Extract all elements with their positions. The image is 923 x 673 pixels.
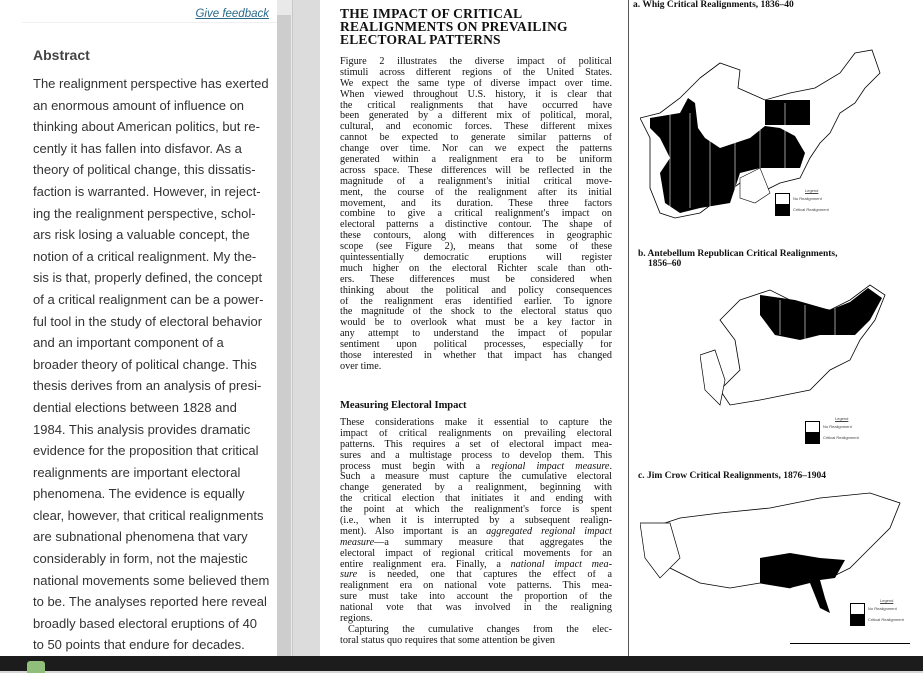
text-run: When viewed throughout U.S. history, it is clear that	[340, 89, 612, 100]
abstract-line: realignments are important electoral	[33, 464, 241, 480]
figure-c-title: c. Jim Crow Critical Realignments, 1876–1904	[638, 471, 826, 481]
scrollbar-thumb[interactable]	[277, 15, 291, 656]
text-run: combine to give a critical realignment's impact on	[340, 209, 612, 220]
text-run: quintessentially democratic eruptions will register	[340, 253, 612, 264]
text-line	[340, 286, 612, 297]
text-line	[340, 516, 612, 527]
text-run: .	[609, 461, 612, 472]
text-line	[340, 462, 612, 473]
text-line	[340, 166, 612, 177]
text-run: been generated by a different mix of political, moral,	[340, 111, 612, 122]
abstract-line: evidence for the proposition that critical	[33, 443, 259, 459]
text-line	[340, 329, 612, 340]
text-run: entire realignment era. Finally, a	[340, 559, 511, 570]
text-line	[340, 549, 612, 560]
abstract-line: broadly based electoral eruptions of 40	[33, 615, 258, 631]
text-line	[340, 538, 612, 549]
text-run: much higher on the electoral Richter scale than oth-	[340, 263, 612, 274]
app-icon[interactable]	[27, 661, 45, 673]
text-run: stimuli across different regions of the United States.	[340, 67, 612, 78]
text-run: impact of critical realignments on prevailing electoral	[340, 428, 612, 439]
text-run: ment). Also important is an	[340, 526, 487, 537]
title-line: THE IMPACT OF CRITICAL	[340, 6, 523, 21]
italic-term: measure	[340, 537, 375, 548]
text-line	[340, 111, 612, 122]
text-line	[340, 79, 612, 90]
legend-title: Legend	[805, 188, 819, 193]
text-run: process must begin with a	[340, 461, 492, 472]
abstract-line: broader theory of political change. This	[33, 356, 257, 372]
text-line	[340, 418, 612, 429]
critical-realignment-swatch	[805, 432, 820, 444]
title-line: REALIGNMENTS ON PREVAILING	[340, 19, 568, 34]
abstract-line: faction is warranted. However, in reject-	[33, 183, 261, 199]
text-run: movement, and its duration. These three factors	[340, 198, 612, 209]
text-line	[340, 440, 612, 451]
text-line	[340, 429, 612, 440]
text-line	[340, 494, 612, 505]
text-line	[340, 340, 612, 351]
text-line	[340, 57, 612, 68]
text-line	[340, 177, 612, 188]
text-run: realignment era on national vote patterns. This mea-	[340, 581, 612, 592]
legend-label: Critical Realignment	[823, 435, 859, 440]
text-line	[340, 603, 612, 614]
text-line	[340, 297, 612, 308]
text-run: Such a measure must capture the cumulative electoral	[340, 472, 612, 483]
italic-term: aggregated regional impact	[486, 526, 612, 537]
abstract-line: The realignment perspective has exerted	[33, 76, 269, 91]
abstract-text	[33, 73, 273, 656]
text-run: sure must take into account the proportion of the	[340, 592, 612, 603]
text-line	[340, 614, 612, 625]
text-line	[340, 625, 612, 636]
text-line	[340, 451, 612, 462]
abstract-line: of a critical realignment can be a power-	[33, 291, 264, 307]
text-run: of the realignment eras identified earlier. To ignore	[340, 296, 612, 307]
figure-b-title-line: b. Antebellum Republican Critical Realignments,	[638, 249, 838, 259]
article-title	[340, 7, 568, 46]
italic-term: sure	[340, 570, 358, 581]
text-line	[340, 581, 612, 592]
text-line	[340, 483, 612, 494]
text-run: cannot be expected to generate similar patterns of	[340, 133, 612, 144]
document-page	[320, 0, 923, 656]
text-run: Figure 2 illustrates the diverse impact of political	[340, 57, 612, 67]
text-line	[340, 560, 612, 571]
column-divider	[628, 0, 629, 656]
section-heading: Measuring Electoral Impact	[340, 400, 467, 411]
text-run: the point at which the realignment's force is spent	[340, 505, 612, 516]
abstract-line: phenomena. The evidence is equally	[33, 486, 245, 502]
text-run: is needed, one that captures the effect of a	[357, 570, 612, 581]
text-line	[340, 527, 612, 538]
text-line	[340, 570, 612, 581]
text-line	[340, 209, 612, 220]
abstract-line: notion of a critical realignment. My the-	[33, 248, 257, 264]
text-run: ment, the course of the realignment after its initial	[340, 187, 612, 198]
text-run: these contours, along with differences in geographic	[340, 231, 612, 242]
text-line	[340, 101, 612, 112]
abstract-line: clear, however, that critical realignments	[33, 507, 264, 523]
text-run: any attempt to understand the impact of popular	[340, 329, 612, 340]
text-run: the magnitude of the shock to the electoral status quo	[340, 307, 612, 318]
abstract-line: to 50 points that endure for decades.	[33, 637, 245, 653]
abstract-line: dential elections between 1828 and	[33, 399, 237, 415]
legend-label: No Realignment	[868, 606, 897, 611]
text-line	[340, 253, 612, 264]
text-line	[340, 636, 612, 647]
text-line	[340, 351, 612, 362]
italic-term: regional impact measure	[491, 461, 610, 472]
text-run: sures and a multistage process to develop them. This	[340, 450, 612, 461]
abstract-line: ars risk losing a valuable concept, the	[33, 227, 250, 243]
text-line	[340, 133, 612, 144]
abstract-line: ful tool in the study of electoral behavior	[33, 313, 263, 329]
text-run: sentiment upon political processes, especially for	[340, 340, 612, 351]
text-run: toral status quo requires that some attention be given	[340, 635, 556, 646]
text-run: change generated by a realignment, beginning with	[340, 483, 612, 494]
paragraph-2	[340, 418, 612, 647]
abstract-line: sis is that, properly defined, the concept	[33, 270, 263, 286]
abstract-line: 1984. This analysis provides dramatic	[33, 421, 251, 437]
text-line	[340, 155, 612, 166]
abstract-line: an enormous amount of influence on	[33, 97, 245, 113]
text-run: ers. These differences must be considered when	[340, 274, 612, 285]
legend-label: Critical Realignment	[793, 207, 829, 212]
critical-realignment-swatch	[775, 204, 790, 216]
abstract-line: thesis derives from an analysis of presi-	[33, 378, 262, 394]
text-line	[340, 275, 612, 286]
legend-label: Critical Realignment	[868, 617, 904, 622]
abstract-line: and an important component of a	[33, 335, 224, 351]
text-run: across space. These differences will be reflected in the	[340, 165, 612, 176]
text-run: national vote that was involved in the realigning	[340, 603, 612, 614]
legend-title: Legend	[835, 416, 849, 421]
text-line	[340, 505, 612, 516]
text-line	[340, 318, 612, 329]
viewer-gutter	[292, 0, 321, 656]
legend-label: No Realignment	[793, 196, 822, 201]
abstract-line: to be. The analyses reported here reveal	[33, 594, 267, 610]
text-run: over time.	[340, 361, 382, 372]
text-line	[340, 362, 612, 373]
text-line	[340, 231, 612, 242]
text-run: electoral impact of regional critical movements for an	[340, 548, 612, 559]
figure-rule	[790, 643, 910, 644]
figure-a-title: a. Whig Critical Realignments, 1836–40	[633, 0, 794, 10]
text-run: patterns. This requires a set of electoral impact mea-	[340, 439, 612, 450]
abstract-line: cently it has fallen into disfavor. As a	[33, 140, 242, 156]
text-line	[340, 199, 612, 210]
abstract-line: thinking about American politics, but re-	[33, 119, 260, 135]
abstract-line: ing the realignment perspective, schol-	[33, 205, 256, 221]
critical-realignment-swatch	[850, 614, 865, 626]
text-run: the critical realignments that have occurred have	[340, 100, 612, 111]
text-run: regions.	[340, 614, 373, 625]
text-run: cultural, and economic forces. These different mixes	[340, 122, 612, 133]
give-feedback-link[interactable]: Give feedback	[195, 8, 269, 20]
text-line	[340, 90, 612, 101]
text-line	[340, 144, 612, 155]
figure-b-title-line: 1856–60	[648, 259, 682, 269]
abstract-panel	[0, 0, 277, 656]
text-run: change over time. Nor can we expect the patterns	[340, 144, 612, 155]
legend-label: No Realignment	[823, 424, 852, 429]
abstract-line: national movements some believed them	[33, 572, 270, 588]
text-line	[340, 188, 612, 199]
text-run: (i.e., when it is interrupted by a subsequent realign-	[340, 516, 612, 527]
abstract-line: are subnational phenomena that vary	[33, 529, 248, 545]
text-run: the critical election that initiates it and ending with	[340, 494, 612, 505]
text-line	[340, 242, 612, 253]
text-run: These considerations make it essential to capture the	[340, 418, 612, 428]
title-line: ELECTORAL PATTERNS	[340, 32, 501, 47]
abstract-line: theory of political change, this dissatis-	[33, 162, 256, 178]
text-run: Capturing the cumulative changes from the elec-	[348, 624, 612, 635]
italic-term: national impact mea-	[510, 559, 612, 570]
text-run: would be to overlook what must be a key factor in	[340, 318, 612, 329]
text-line	[340, 307, 612, 318]
text-line	[340, 592, 612, 603]
text-run: scope (see Figure 2), means that some of these	[340, 242, 612, 253]
critical-region	[765, 100, 810, 125]
text-line	[340, 264, 612, 275]
text-line	[340, 122, 612, 133]
text-run: We expect the same type of diverse impact over time.	[340, 78, 612, 89]
abstract-heading: Abstract	[33, 47, 90, 63]
text-line	[340, 68, 612, 79]
text-line	[340, 220, 612, 231]
text-run: those interested in whether that impact has changed	[340, 351, 612, 362]
figure-b-map	[700, 280, 923, 415]
text-run: —a summary measure that aggregates the	[374, 537, 612, 548]
text-run: electoral patterns a distinctive contour. The shape of	[340, 220, 612, 231]
text-run: generated within a realignment era to be uniform	[340, 155, 612, 166]
taskbar	[0, 656, 923, 671]
text-run: thinking about the political and policy consequences	[340, 285, 612, 296]
legend-title: Legend	[880, 598, 894, 603]
text-line	[340, 472, 612, 483]
text-run: magnitude of a realignment's initial critical move-	[340, 176, 612, 187]
abstract-line: considerably in form, not the majestic	[33, 551, 248, 567]
paragraph-1	[340, 57, 612, 373]
figure-b-title	[638, 249, 838, 269]
